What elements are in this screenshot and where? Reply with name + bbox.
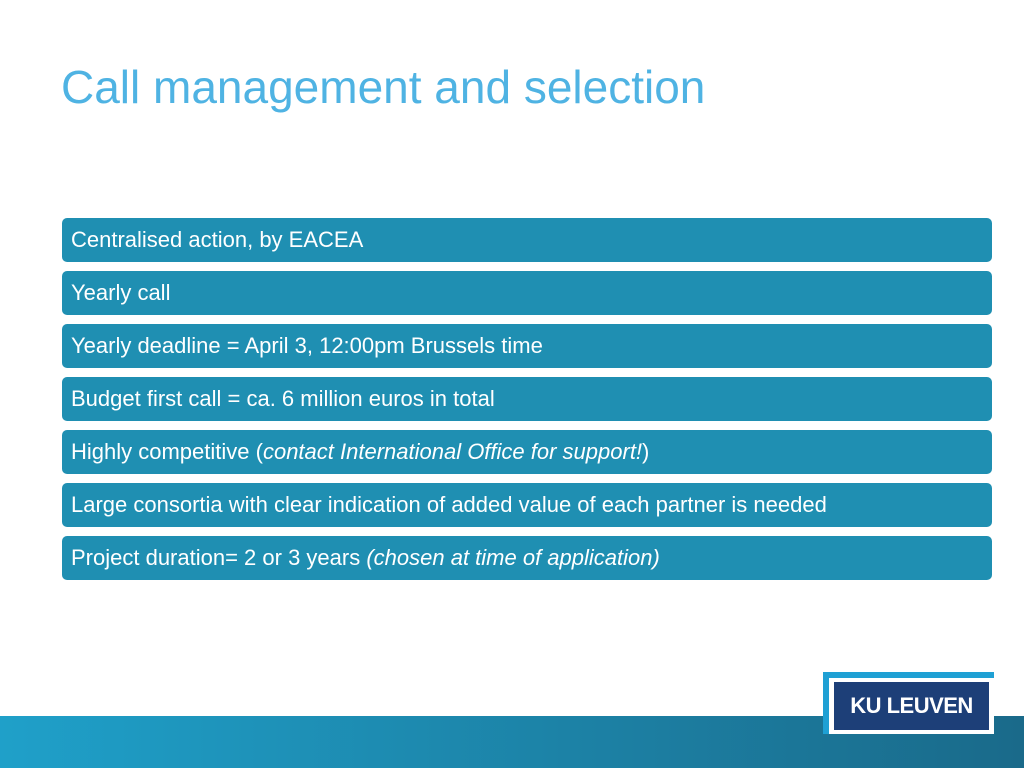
logo-text: KU LEUVEN bbox=[850, 693, 973, 718]
bullet-text: Large consortia with clear indication of added value of each partner is needed bbox=[71, 492, 827, 517]
ku-leuven-logo bbox=[823, 672, 994, 734]
logo-badge bbox=[834, 682, 989, 730]
bullet-list bbox=[62, 218, 992, 589]
bullet-text: Yearly deadline = April 3, 12:00pm Brussels time bbox=[71, 333, 543, 358]
bullet-item-centralised-action bbox=[62, 218, 992, 262]
slide-title: Call management and selection bbox=[61, 61, 706, 113]
bullet-text: Highly competitive ( bbox=[71, 439, 263, 464]
bullet-italic-text: contact International Office for support! bbox=[262, 439, 643, 464]
bullet-text: Yearly call bbox=[71, 280, 171, 305]
bullet-text: Budget first call = ca. 6 million euros in total bbox=[71, 386, 495, 411]
bullet-text: Project duration= 2 or 3 years bbox=[71, 545, 367, 570]
bullet-suffix-text: ) bbox=[642, 439, 650, 464]
bullet-item-budget bbox=[62, 377, 992, 421]
bullet-item-competitive bbox=[62, 430, 992, 474]
bullet-item-yearly-call bbox=[62, 271, 992, 315]
bullet-item-duration bbox=[62, 536, 992, 580]
bullet-text: Centralised action, by EACEA bbox=[71, 227, 364, 252]
bullet-item-consortia bbox=[62, 483, 992, 527]
bullet-italic-text: (chosen at time of application) bbox=[366, 545, 660, 570]
bullet-item-yearly-deadline bbox=[62, 324, 992, 368]
